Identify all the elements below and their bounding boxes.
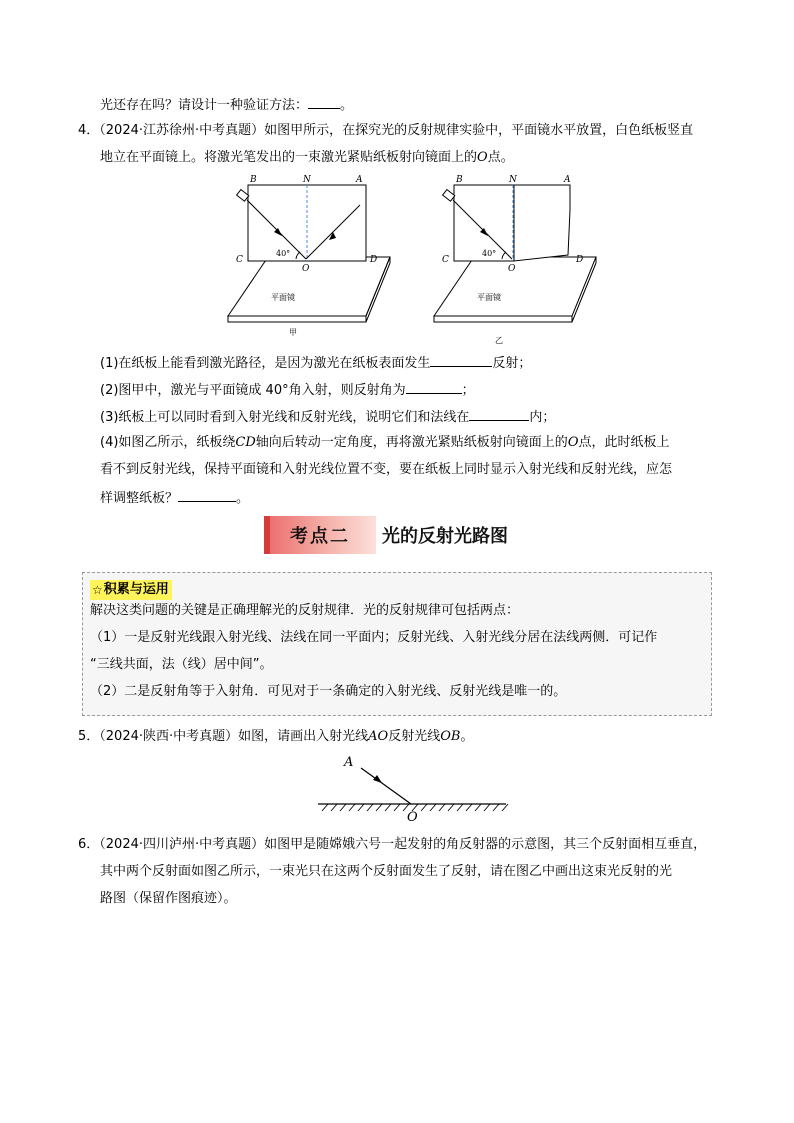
q5-var-ob: OB xyxy=(440,729,461,744)
fig-jia-caption: 甲 xyxy=(289,328,297,337)
q5-source: （2024·陕西·中考真题） xyxy=(99,729,239,744)
mirror-hatch xyxy=(322,804,328,811)
q4-sub1-text: (1)在纸板上能看到激光路径，是因为激光在纸板表面发生 xyxy=(100,356,431,371)
mirror-hatch xyxy=(430,804,436,811)
q6-text-line1: 如图甲是随嫦娥六号一起发射的角反射器的示意图，其三个反射面相互垂直， xyxy=(264,837,707,852)
q5-stem-c: 。 xyxy=(460,729,474,744)
mirror-hatch xyxy=(493,804,499,811)
q4-sub3-text: (3)纸板上可以同时看到入射光线和反射光线，说明它们和法线在 xyxy=(100,410,470,425)
intro-text: 光还存在吗？请设计一种验证方法： xyxy=(100,98,309,113)
q4-sub4-text-line2: 看不到反射光线，保持平面镜和入射光线位置不变，要在纸板上同时显示入射光线和反射光线，应怎 xyxy=(100,462,673,477)
q5-number: 5． xyxy=(78,729,100,744)
section-tag: 考点二 xyxy=(264,516,376,554)
q4-sub4-var-o: O xyxy=(567,435,579,450)
q4-sub1-end: 反射； xyxy=(492,356,532,371)
fig-yi-label-o: O xyxy=(508,264,516,274)
q4-sub2-end: ； xyxy=(461,383,475,398)
mirror-hatch xyxy=(358,804,364,811)
mirror-hatch xyxy=(484,804,490,811)
tip-line2: （1）一是反射光线跟入射光线、法线在同一平面内；反射光线、入射光线分居在法线两侧．可记作 xyxy=(90,630,658,645)
mirror-hatch xyxy=(331,804,337,811)
fig-yi-caption: 乙 xyxy=(495,336,503,345)
mirror-hatch xyxy=(457,804,463,811)
mirror-hatch xyxy=(475,804,481,811)
fig-yi-angle: 40° xyxy=(482,249,497,258)
mirror-hatch xyxy=(367,804,373,811)
q4-stem-line2-end: 点。 xyxy=(487,150,514,165)
intro-line: 光还存在吗？请设计一种验证方法： 。 xyxy=(100,95,353,115)
q6-number: 6． xyxy=(78,837,100,852)
fig-jia-label-c: C xyxy=(236,255,243,265)
q4-sub4-text-a: (4)如图乙所示，纸板绕 xyxy=(100,435,236,450)
mirror-hatch xyxy=(448,804,454,811)
mirror-hatch xyxy=(466,804,472,811)
q5-label-a: A xyxy=(344,755,354,770)
q4-var-o: O xyxy=(477,150,488,165)
q4-stem-line2: 地立在平面镜上。将激光笔发出的一束激光紧贴纸板射向镜面上的 xyxy=(100,150,478,165)
q5-stem-a: 如图，请画出入射光线 xyxy=(238,729,369,744)
fig-yi-label-a: A xyxy=(564,175,571,185)
tip-line1: 解决这类问题的关键是正确理解光的反射规律．光的反射规律可包括两点： xyxy=(90,603,520,618)
mirror-hatch xyxy=(502,804,508,811)
mirror-hatch xyxy=(376,804,382,811)
q4-sub2-text: (2)图甲中，激光与平面镜成 40°角入射，则反射角为 xyxy=(100,383,406,398)
q4-sub4-text-line3: 样调整纸板？ xyxy=(100,491,179,506)
q6-line3: 路图（保留作图痕迹）。 xyxy=(100,891,237,906)
q4-source: （2024·江苏徐州·中考真题） xyxy=(99,123,265,138)
mirror-hatch xyxy=(421,804,427,811)
fig-jia-angle: 40° xyxy=(276,249,291,258)
fig-yi-label-n: N xyxy=(509,175,517,185)
q5-stem-b: 反射光线 xyxy=(388,729,441,744)
q6-line1 xyxy=(78,836,706,854)
fig-jia-label-n: N xyxy=(303,175,311,185)
q5-label-o: O xyxy=(407,810,418,825)
fig-yi-label-d: D xyxy=(576,255,584,265)
tip-line4: （2）二是反射角等于入射角．可见对于一条确定的入射光线、反射光线是唯一的。 xyxy=(90,684,567,699)
mirror-hatch xyxy=(394,804,400,811)
q4-sub4-var-cd: CD xyxy=(235,435,256,450)
star-icon: ☆ xyxy=(92,583,103,597)
q4-stem-line1: 如图甲所示，在探究光的反射规律实验中，平面镜水平放置，白色纸板竖直 xyxy=(264,123,694,138)
section-title: 光的反射光路图 xyxy=(382,526,508,547)
mirror-hatch xyxy=(340,804,346,811)
q5-var-ao: AO xyxy=(368,729,389,744)
fig-jia-label-b: B xyxy=(250,175,257,185)
tip-badge-label: 积累与运用 xyxy=(103,582,169,597)
mirror-hatch xyxy=(349,804,355,811)
q6-source: （2024·四川泸州·中考真题） xyxy=(99,837,265,852)
fig-jia-mirror: 平面镜 xyxy=(271,293,295,302)
mirror-hatch xyxy=(385,804,391,811)
q4-sub4-end: 。 xyxy=(236,491,250,506)
fig-yi-mirror: 平面镜 xyxy=(477,293,501,302)
fig-jia-label-o: O xyxy=(302,264,310,274)
q4-sub3-end: 内； xyxy=(529,410,556,425)
tip-line3: “三线共面，法（线）居中间”。 xyxy=(90,657,273,672)
fig-yi-label-b: B xyxy=(456,175,463,185)
q6-line2: 其中两个反射面如图乙所示，一束光只在这两个反射面发生了反射，请在图乙中画出这束光反射的光 xyxy=(100,864,673,879)
fig-jia-label-a: A xyxy=(356,175,363,185)
fig-jia-label-d: D xyxy=(370,255,378,265)
mirror-hatch xyxy=(439,804,445,811)
q4-sub4-text-c: 点，此时纸板上 xyxy=(578,435,670,450)
q4-sub4-text-b: 轴向后转动一定角度，再将激光紧贴纸板射向镜面上的 xyxy=(255,435,568,450)
q4-number: 4． xyxy=(78,123,100,138)
fig-yi-label-c: C xyxy=(442,255,449,265)
